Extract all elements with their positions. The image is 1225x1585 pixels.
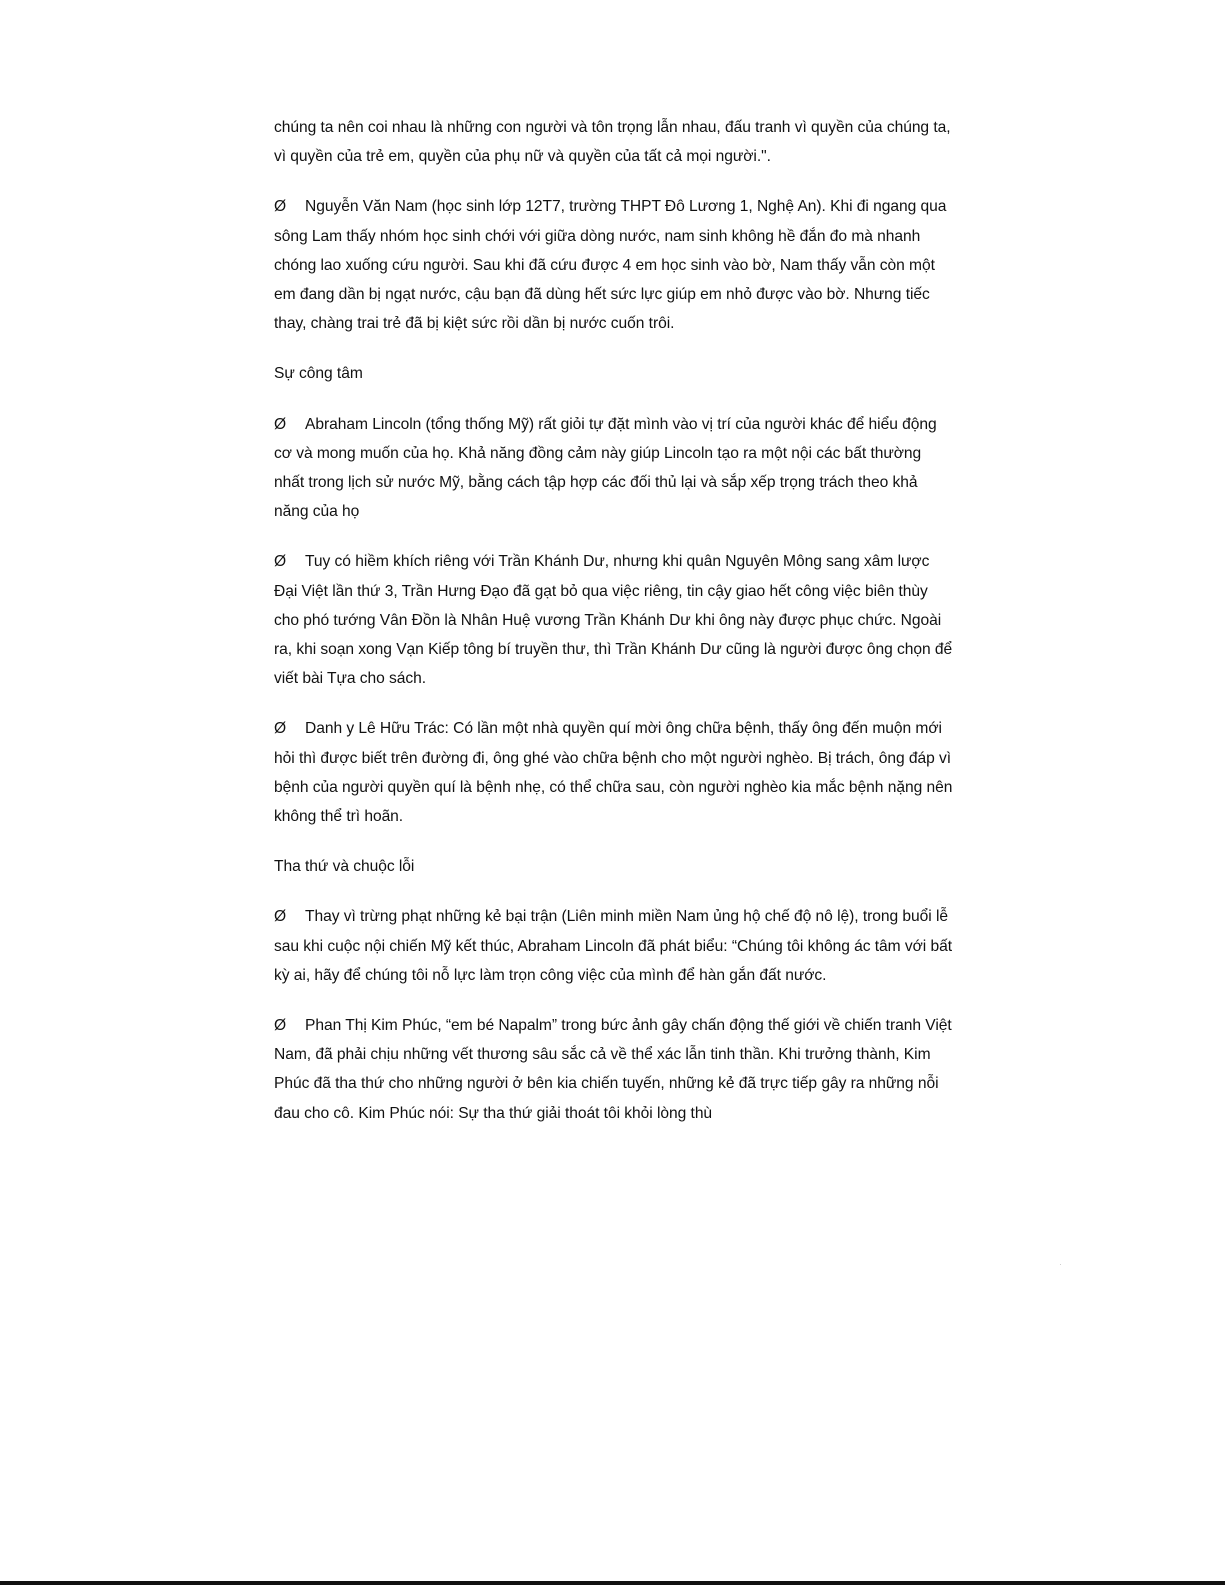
heading-text: Sự công tâm — [274, 365, 363, 383]
bullet-arrow-icon: Ø — [274, 553, 287, 571]
bullet-arrow-icon: Ø — [274, 198, 287, 216]
heading-text: Tha thứ và chuộc lỗi — [274, 858, 415, 876]
page-content — [274, 113, 954, 1149]
paragraph-text: Abraham Lincoln (tổng thống Mỹ) rất giỏi tự đặt mình vào vị trí của người khác để hiểu động cơ và mong muốn của họ. Khả năng đồng cảm này giúp Lincoln tạo ra một nội các bất thường nhất trong lịch sử nước Mỹ, bằng cách tập hợp các đối thủ lại và sắp xếp trọng trách theo khả năng của họ — [274, 415, 937, 521]
paragraph-text: Danh y Lê Hữu Trác: Có lần một nhà quyền quí mời ông chữa bệnh, thấy ông đến muộn mới hỏi thì được biết trên đường đi, ông ghé vào chữa bệnh cho một người nghèo. Bị trách, ông đáp vì bệnh của người quyền quí là bệnh nhẹ, có thể chữa sau, còn người nghèo kia mắc bệnh nặng nên không thể trì hoãn. — [274, 720, 953, 826]
bullet-paragraph-tran-hung-dao — [274, 547, 954, 693]
section-heading-cong-tam — [274, 359, 954, 388]
paragraph-text: Nguyễn Văn Nam (học sinh lớp 12T7, trường THPT Đô Lương 1, Nghệ An). Khi đi ngang qua sông Lam thấy nhóm học sinh chới với giữa dòng nước, nam sinh không hề đắn đo mà nhanh chóng lao xuống cứu người. Sau khi đã cứu được 4 em học sinh vào bờ, Nam thấy vẫn còn một em đang dần bị ngạt nước, cậu bạn đã dùng hết sức lực giúp em nhỏ được vào bờ. Nhưng tiếc thay, chàng trai trẻ đã bị kiệt sức rồi dần bị nước cuốn trôi. — [274, 198, 947, 333]
bullet-arrow-icon: Ø — [274, 415, 287, 433]
bullet-arrow-icon: Ø — [274, 908, 287, 926]
bullet-paragraph-lincoln — [274, 410, 954, 527]
bullet-paragraph-nguyen-van-nam — [274, 192, 954, 338]
section-heading-tha-thu — [274, 852, 954, 881]
bullet-paragraph-lincoln-forgiveness — [274, 902, 954, 990]
bullet-arrow-icon: Ø — [274, 1017, 287, 1035]
paragraph-text: Thay vì trừng phạt những kẻ bại trận (Liên minh miền Nam ủng hộ chế độ nô lệ), trong buổi lễ sau khi cuộc nội chiến Mỹ kết thúc, Abraham Lincoln đã phát biểu: “Chúng tôi không ác tâm với bất kỳ ai, hãy để chúng tôi nỗ lực làm trọn công việc của mình để hàn gắn đất nước. — [274, 908, 953, 984]
paragraph-text: chúng ta nên coi nhau là những con người và tôn trọng lẫn nhau, đấu tranh vì quyền của chúng ta, vì quyền của trẻ em, quyền của phụ nữ và quyền của tất cả mọi người.". — [274, 119, 951, 166]
paragraph-continuation — [274, 113, 954, 171]
bullet-paragraph-le-huu-trac — [274, 714, 954, 831]
bullet-arrow-icon: Ø — [274, 720, 287, 738]
scan-speck — [1060, 1264, 1061, 1265]
paragraph-text: Phan Thị Kim Phúc, “em bé Napalm” trong bức ảnh gây chấn động thế giới về chiến tranh Việt Nam, đã phải chịu những vết thương sâu sắc cả về thể xác lẫn tinh thần. Khi trưởng thành, Kim Phúc đã tha thứ cho những người ở bên kia chiến tuyến, những kẻ đã trực tiếp gây ra những nỗi đau cho cô. Kim Phúc nói: Sự tha thứ giải thoát tôi khỏi lòng thù — [274, 1017, 952, 1122]
page-bottom-edge — [0, 1581, 1225, 1585]
paragraph-text: Tuy có hiềm khích riêng với Trần Khánh Dư, nhưng khi quân Nguyên Mông sang xâm lược Đại Việt lần thứ 3, Trần Hưng Đạo đã gạt bỏ qua việc riêng, tin cậy giao hết công việc biên thùy cho phó tướng Vân Đồn là Nhân Huệ vương Trần Khánh Dư khi ông này được phục chức. Ngoài ra, khi soạn xong Vạn Kiếp tông bí truyền thư, thì Trần Khánh Dư cũng là người được ông chọn để viết bài Tựa cho sách. — [274, 553, 953, 688]
bullet-paragraph-kim-phuc — [274, 1011, 954, 1128]
